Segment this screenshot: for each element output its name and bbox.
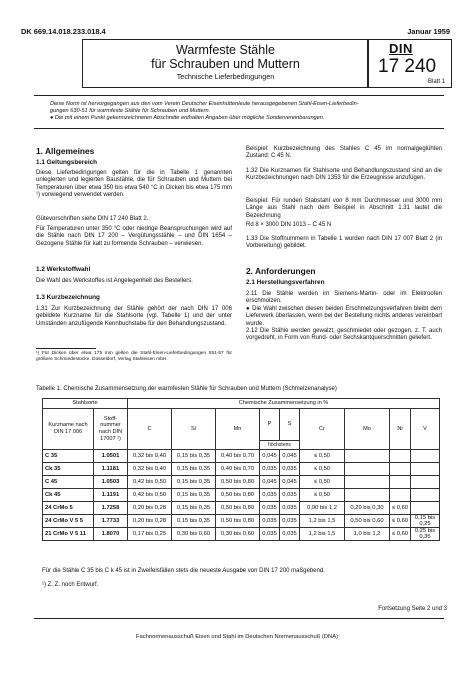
composition-cell: 0,42 bis 0,50 [128,476,172,489]
section-1-1-heading: 1.1 Geltungsbereich [36,159,98,166]
header-col-cr: Cr [300,409,345,450]
composition-cell: 1,2 bis 1,5 [300,528,345,541]
composition-cell [390,463,411,476]
composition-cell: 0,15 bis 0,35 [172,502,216,515]
section-2-11-text-b: ● Die Wahl zwischen diesen beiden Erschmelzungsverfahren bleibt dem Lieferwerk überlassen, wenn bei der Bestellung nichts anderes vereinbart wurde. [246,306,442,327]
section-1-2-text: Die Wahl des Werkstoffes ist Angelegenheit des Bestellers. [36,278,193,284]
intro-note-line: Diese Norm ist hervorgegangen aus den vom Verein Deutscher Eisenhüttenleute herausgegebenen Stahl-Eisen-Lieferbedin- [50,101,359,107]
composition-cell: 0,045 [280,450,300,463]
issue-date: Januar 1959 [407,27,450,36]
composition-cell: 0,15 bis 0,35 [172,515,216,528]
composition-cell: 0,035 [280,528,300,541]
header-col-mo: Mo [345,409,390,450]
composition-cell [390,489,411,502]
composition-cell: 0,42 bis 0,50 [128,489,172,502]
section-1-heading: 1. Allgemeines [36,146,95,156]
header-col-si: Si [172,409,216,450]
table-row [43,450,440,463]
composition-cell: 0,20 bis 0,28 [128,515,172,528]
composition-cell: 0,035 [260,515,280,528]
composition-cell: 0,32 bis 0,40 [128,450,172,463]
composition-cell: 0,25 bis 0,35 [411,528,440,541]
section-2-1-heading: 2.1 Herstellungsverfahren [246,279,325,286]
section-1-32-example: Beispiel: Für runden Stabstahl von 8 mm Durchmesser und 3000 mm Länge aus Stahl nach dem Beispiel in Abschnitt 1.31 lautet die Bezeichnung [246,198,442,219]
composition-cell: 0,045 [280,476,300,489]
din-number: 17 240 [378,56,437,77]
material-number-cell: 1.8070 [94,528,128,541]
dk-number: DK 669.14.018.233.018.4 [21,27,106,36]
section-1-2-heading: 1.2 Werkstoffwahl [36,266,91,273]
header-stahlsorte: Stahlsorte [43,399,128,409]
divider [34,128,444,129]
composition-cell: ≤ 0,60 [390,528,411,541]
composition-cell: ≤ 0,50 [300,476,345,489]
header-chem: Chemische Zusammensetzung in % [128,399,440,409]
composition-cell [390,476,411,489]
table-row [43,528,440,541]
steel-grade-cell: C 45 [43,476,94,489]
composition-cell [345,450,390,463]
composition-cell: 0,20 bis 0,30 [345,502,390,515]
composition-cell: 0,50 bis 0,60 [345,515,390,528]
section-1-1-text: Diese Lieferbedingungen gelten für die in Tabelle 1 genannten unlegierten und legierten Baustähle, die für Schrauben und Muttern bei Temperaturen über etwa 350 bis etwa 540 °C in Dicken bis etwa 175 mm ¹) vorwiegend verwendet werden. [36,170,232,199]
section-2-12-text: 2.12 Die Stähle werden gewalzt, geschmiedet oder gezogen, z. T. auch vorgedreht, in Form von Rund- oder Sechskantquerschnitten geliefert. [246,328,442,342]
composition-cell: 0,20 bis 0,28 [128,502,172,515]
composition-cell [411,489,440,502]
din-box [367,39,452,88]
table-body [43,450,440,541]
header-col-ni: Ni [390,409,411,450]
header-stoffnummer: Stoff-nummer nach DIN 17007 ¹) [94,409,128,450]
section-2-heading: 2. Anforderungen [246,266,316,276]
composition-cell [345,476,390,489]
composition-cell [345,463,390,476]
composition-cell: 0,15 bis 0,25 [411,515,440,528]
header-col-v: V [411,409,440,450]
table-row [43,489,440,502]
header-col-s: S [280,409,300,441]
section-2-11-text: 2.11 Die Stähle werden im Siemens-Martin- oder im Elektroofen erschmolzen. [246,291,442,305]
table-footnote: ¹) Z. Z. noch Entwurf. [42,582,99,588]
blatt-label: Blatt 1 [427,79,445,85]
table-note: Für die Stähle C 35 bis C k 45 ist in Zweifelsfällen stets die neueste Ausgabe von DIN 17 200 maßgebend. [42,568,325,574]
table-row [43,463,440,476]
composition-cell: 0,035 [280,515,300,528]
example-text: Beispiel: Kurzbezeichnung des Stahles C 45 im normalgeglühten Zustand: C 45 N. [246,146,442,160]
composition-cell: 0,035 [260,502,280,515]
composition-table [42,398,440,541]
composition-cell: 1,0 bis 1,2 [345,528,390,541]
footnote-rule [36,348,96,349]
subtitle: Technische Lieferbedingungen [176,72,275,81]
title-line-2: für Schrauben und Muttern [151,57,300,71]
continuation-note: Fortsetzung Seite 2 und 3 [378,606,447,612]
composition-cell: 0,035 [280,502,300,515]
composition-cell: 0,035 [260,463,280,476]
section-1-32-designation: Rd 8 × 3000 DIN 1013 – C 45 N [246,222,332,228]
steel-grade-cell: Ck 35 [43,463,94,476]
composition-cell: 0,15 bis 0,35 [172,476,216,489]
divider [34,95,444,96]
header-col-c: C [128,409,172,450]
composition-cell: ≤ 0,50 [300,489,345,502]
material-number-cell: 1.1191 [94,489,128,502]
section-1-31-text: 1.31 Zur Kurzbezeichnung der Stähle gehört der nach DIN 17 006 gebildete Kurzname für die Stahlsorte (vgl. Tabelle 1) und der unter Umständen anzufügende Kennbuchstabe für den Behandlungszustand. [36,306,232,327]
composition-cell: 0,30 bis 0,60 [216,528,260,541]
composition-cell [345,489,390,502]
composition-cell: ≤ 0,50 [300,450,345,463]
table-row [43,502,440,515]
composition-cell: 0,90 bis 1,2 [300,502,345,515]
material-number-cell: 1.0501 [94,450,128,463]
table-row [43,515,440,528]
footnote: ¹) Für Dicken über etwa 175 mm gelten die Stahl-Eisen-Lieferbedingungen 551-57 für größere Schmiedestücke. Düsseldorf, Verlag Stahleisen mbH. [36,351,232,362]
composition-cell [411,502,440,515]
steel-grade-cell: Ck 45 [43,489,94,502]
material-number-cell: 1.0503 [94,476,128,489]
composition-cell: 0,17 bis 0,25 [128,528,172,541]
header-hochstens: höchstens [260,440,300,449]
intro-note-line: gungen 630-51 für warmfeste Stähle für Schrauben und Muttern. [50,108,211,114]
title-box [82,39,369,88]
composition-cell: 0,50 bis 0,80 [216,515,260,528]
header-col-mn: Mn [216,409,260,450]
composition-cell: ≤ 0,60 [390,515,411,528]
composition-cell: 1,2 bis 1,5 [300,515,345,528]
material-number-cell: 1.1181 [94,463,128,476]
composition-cell: 0,15 bis 0,35 [172,489,216,502]
header-col-p: P [260,409,280,441]
composition-cell [390,450,411,463]
section-1-1-text-c: Für Temperaturen unter 350 °C oder niedrige Beanspruchungen wird auf die Stähle nach DIN 17 200 – Vergütungsstähle – und DIN 1654 – Gezogene Stähle für kalt zu formende Schrauben – verwiesen. [36,226,232,247]
composition-cell: 0,15 bis 0,35 [172,450,216,463]
composition-cell: 0,035 [260,528,280,541]
intro-note [50,101,442,122]
steel-grade-cell: 24 CrMo V 5 5 [43,515,94,528]
composition-cell: 0,035 [280,463,300,476]
composition-cell [411,476,440,489]
footer: Fachnormenausschuß Eisen und Stahl im Deutschen Normenausschuß (DNA) [135,634,338,640]
material-number-cell: 1.7258 [94,502,128,515]
table-caption: Tabelle 1. Chemische Zusammensetzung der warmfesten Stähle für Schrauben und Muttern (Schmelzenanalyse) [36,386,337,392]
section-1-1-text-b: Gütevorschriften siehe DIN 17 240 Blatt 2. [36,216,149,222]
composition-cell [411,463,440,476]
composition-cell: 0,40 bis 0,70 [216,463,260,476]
composition-cell: 0,50 bis 0,80 [216,489,260,502]
section-1-3-heading: 1.3 Kurzbezeichnung [36,294,100,301]
composition-cell: ≤ 0,60 [390,502,411,515]
header-kurzname: Kurzname nach DIN 17 006 [43,409,94,450]
composition-cell: 0,045 [260,450,280,463]
composition-cell: 0,50 bis 0,80 [216,476,260,489]
section-1-33-text: 1.33 Die Stoffnummern in Tabelle 1 wurden nach DIN 17 007 Blatt 2 (in Vorbereitung) gebildet. [246,236,442,250]
composition-cell: 0,32 bis 0,40 [128,463,172,476]
composition-cell: 0,045 [260,476,280,489]
composition-cell: 0,30 bis 0,60 [172,528,216,541]
composition-cell [411,450,440,463]
composition-cell: 0,40 bis 0,70 [216,450,260,463]
composition-cell: 0,035 [260,489,280,502]
composition-cell: ≤ 0,50 [300,463,345,476]
table-row [43,476,440,489]
divider [34,618,444,619]
steel-grade-cell: 24 CrMo 5 [43,502,94,515]
section-1-32-text: 1.32 Die Kurznamen für Stahlsorte und Behandlungszustand sind an die Kurzbezeichnungen nach DIN 1353 für die Erzeugnisse anzufügen. [246,168,442,182]
composition-cell: 0,15 bis 0,35 [172,463,216,476]
title-line-1: Warmfeste Stähle [176,43,275,57]
steel-grade-cell: 21 CrMo V 5 11 [43,528,94,541]
material-number-cell: 1.7733 [94,515,128,528]
composition-cell: 0,50 bis 0,80 [216,502,260,515]
composition-cell: 0,035 [280,489,300,502]
intro-note-line: ● Die mit einem Punkt gekennzeichneten Abschnitte enthalten Angaben über mögliche Sondervereinbarungen. [50,115,325,121]
steel-grade-cell: C 35 [43,450,94,463]
din-label: DIN [389,41,413,56]
